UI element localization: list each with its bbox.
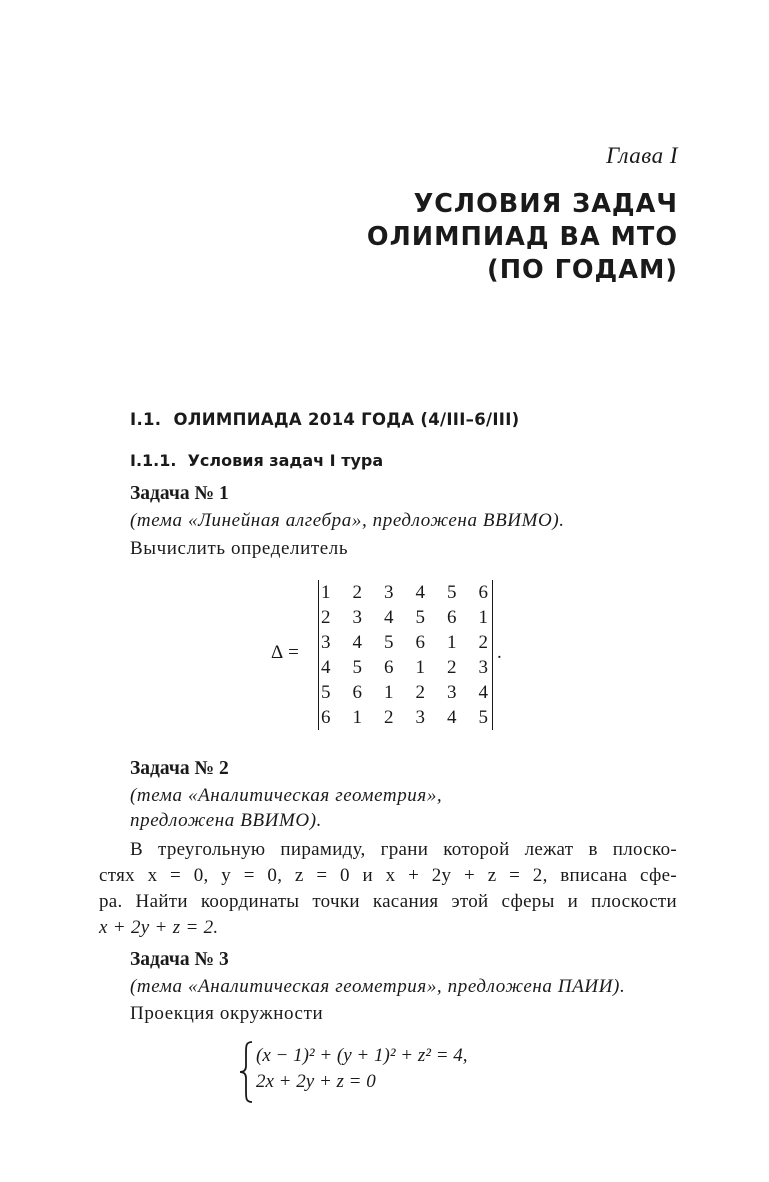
determinant-row	[310, 605, 499, 630]
determinant-cell: 1	[352, 706, 362, 728]
determinant-cell: 2	[478, 631, 488, 653]
determinant-cell: 5	[321, 681, 331, 703]
task-2-line: стях x = 0, y = 0, z = 0 и x + 2y + z = 2, вписана сфе-	[99, 865, 677, 886]
determinant-matrix	[318, 580, 494, 730]
determinant-cell: 3	[415, 706, 425, 728]
determinant-cell: 3	[447, 681, 457, 703]
task-2-text	[99, 837, 677, 941]
determinant-cell: 1	[415, 656, 425, 678]
determinant-cell: 6	[415, 631, 425, 653]
delta-label: Δ =	[271, 642, 300, 663]
task-2-title: Задача № 2	[130, 758, 229, 779]
determinant-row	[310, 630, 499, 655]
determinant-cell: 3	[352, 606, 362, 628]
determinant-cell: 3	[478, 656, 488, 678]
section-heading: I.1. ОЛИМПИАДА 2014 ГОДА (4/III–6/III)	[130, 410, 520, 429]
determinant-cell: 5	[384, 631, 394, 653]
determinant-cell: 5	[478, 706, 488, 728]
determinant-cell: 4	[447, 706, 457, 728]
determinant-cell: 3	[321, 631, 331, 653]
determinant-row	[310, 655, 499, 680]
equation-system	[256, 1043, 468, 1095]
determinant-end-period: .	[497, 642, 503, 663]
task-2-topic-line2: предложена ВВИМО).	[130, 810, 323, 831]
determinant-cell: 4	[478, 681, 488, 703]
determinant-row	[310, 680, 499, 705]
determinant-cell: 1	[321, 581, 331, 603]
task-2-line: В треугольную пирамиду, грани которой лежат в плоско-	[130, 839, 677, 860]
determinant-cell: 5	[352, 656, 362, 678]
chapter-title	[367, 188, 678, 287]
task-3-title: Задача № 3	[130, 949, 229, 970]
chapter-title-line: (ПО ГОДАМ)	[487, 255, 678, 285]
determinant-cell: 6	[384, 656, 394, 678]
determinant-cell: 2	[352, 581, 362, 603]
determinant-cell: 4	[352, 631, 362, 653]
subsection-heading: I.1.1. Условия задач I тура	[130, 451, 384, 470]
determinant-cell: 6	[447, 606, 457, 628]
determinant-cell: 2	[415, 681, 425, 703]
determinant-cell: 3	[384, 581, 394, 603]
determinant-cell: 1	[447, 631, 457, 653]
chapter-title-line: ОЛИМПИАД ВА МТО	[366, 222, 678, 252]
task-2-topic-line1: (тема «Аналитическая геометрия»,	[130, 785, 443, 806]
task-1-topic: (тема «Линейная алгебра», предложена ВВИМО).	[130, 510, 565, 531]
determinant-cell: 2	[321, 606, 331, 628]
determinant-cell: 6	[478, 581, 488, 603]
determinant-row	[310, 705, 499, 730]
determinant-cell: 1	[384, 681, 394, 703]
determinant-cell: 6	[321, 706, 331, 728]
equation-1: (x − 1)² + (y + 1)² + z² = 4,	[256, 1045, 468, 1066]
determinant-cell: 5	[447, 581, 457, 603]
determinant-cell: 6	[352, 681, 362, 703]
determinant-cell: 4	[384, 606, 394, 628]
determinant-cell: 1	[478, 606, 488, 628]
determinant-grid	[310, 580, 499, 730]
task-2-line: x + 2y + z = 2.	[99, 917, 219, 938]
equation-2: 2x + 2y + z = 0	[256, 1071, 376, 1092]
determinant-row	[310, 580, 499, 605]
task-2-line: ра. Найти координаты точки касания этой сферы и плоскости	[99, 891, 677, 912]
chapter-label: Глава I	[606, 143, 678, 168]
task-1-statement: Вычислить определитель	[130, 538, 349, 559]
determinant-cell: 2	[384, 706, 394, 728]
task-3-topic: (тема «Аналитическая геометрия», предложена ПАИИ).	[130, 976, 626, 997]
task-1-title: Задача № 1	[130, 483, 229, 504]
determinant-cell: 5	[415, 606, 425, 628]
task-3-statement: Проекция окружности	[130, 1003, 324, 1024]
chapter-title-line: УСЛОВИЯ ЗАДАЧ	[413, 189, 678, 219]
determinant-cell: 4	[321, 656, 331, 678]
system-brace	[238, 1040, 254, 1104]
determinant-cell: 4	[415, 581, 425, 603]
determinant-cell: 2	[447, 656, 457, 678]
